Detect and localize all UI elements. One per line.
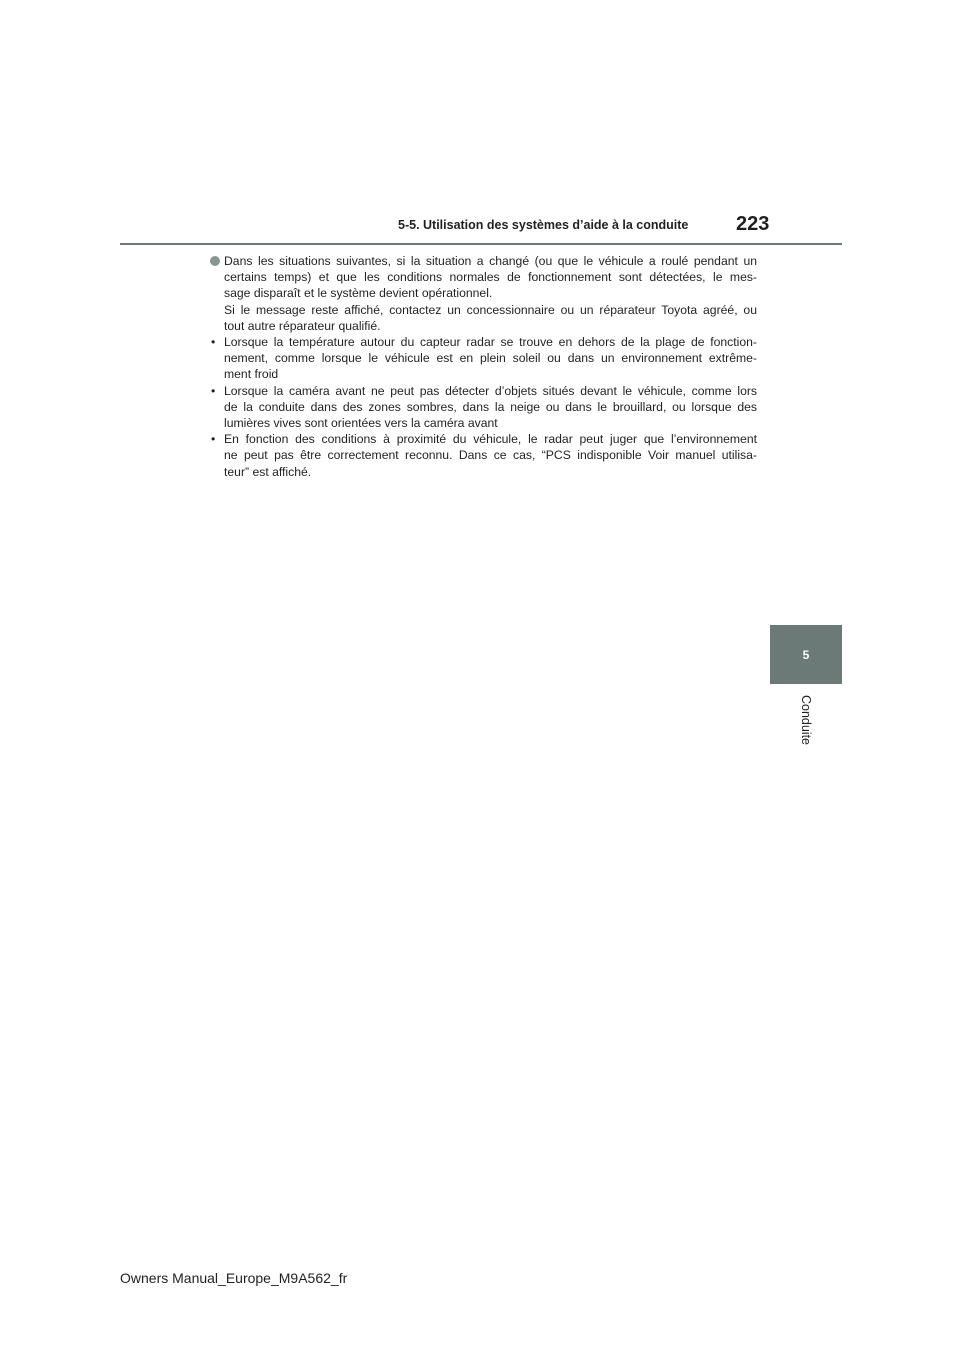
text-line: de la conduite dans des zones sombres, dans la neige ou dans le brouillard, ou lorsque des [224, 399, 757, 414]
main-content [209, 253, 757, 480]
text-line: En fonction des conditions à proximité du véhicule, le radar peut juger que l’environnement [224, 432, 757, 447]
list-item [209, 383, 757, 432]
bullet-paragraph [209, 253, 757, 334]
list-item [209, 334, 757, 383]
footer-text: Owners Manual_Europe_M9A562_fr [120, 1270, 348, 1286]
text-line: Si le message reste affiché, contactez un concessionnaire ou un réparateur Toyota agréé, ou [224, 302, 757, 317]
page-number: 223 [736, 213, 770, 235]
text-line: certains temps) et que les conditions normales de fonctionnement sont détectées, le mes- [224, 270, 757, 285]
text-line: Lorsque la température autour du capteur radar se trouve en dehors de la plage de fonction- [224, 335, 757, 350]
text-line: ment froid [224, 367, 279, 382]
chapter-label: Conduite [799, 694, 813, 746]
text-line: sage disparaît et le système devient opérationnel. [224, 286, 493, 301]
list-item [209, 431, 757, 480]
text-line: ne peut pas être correctement reconnu. Dans ce cas, “PCS indisponible Voir manuel utilisa- [224, 448, 757, 463]
list-marker: • [211, 383, 216, 398]
text-line: nement, comme lorsque le véhicule est en plein soleil ou dans un environnement extrême- [224, 351, 757, 366]
header-divider [120, 243, 842, 245]
text-line: teur” est affiché. [224, 464, 312, 479]
chapter-tab [770, 625, 842, 684]
chapter-number: 5 [802, 647, 810, 662]
text-line: Lorsque la caméra avant ne peut pas détecter d’objets situés devant le véhicule, comme lors [224, 383, 757, 398]
circle-bullet-icon [210, 256, 220, 266]
text-line: tout autre réparateur qualifié. [224, 318, 381, 333]
condition-list [209, 334, 757, 480]
list-marker: • [211, 335, 216, 350]
section-title: 5-5. Utilisation des systèmes d’aide à la conduite [398, 218, 689, 232]
text-line: Dans les situations suivantes, si la situation a changé (ou que le véhicule a roulé pendant un [224, 254, 757, 268]
list-marker: • [211, 432, 216, 447]
text-line: lumières vives sont orientées vers la caméra avant [224, 416, 498, 431]
